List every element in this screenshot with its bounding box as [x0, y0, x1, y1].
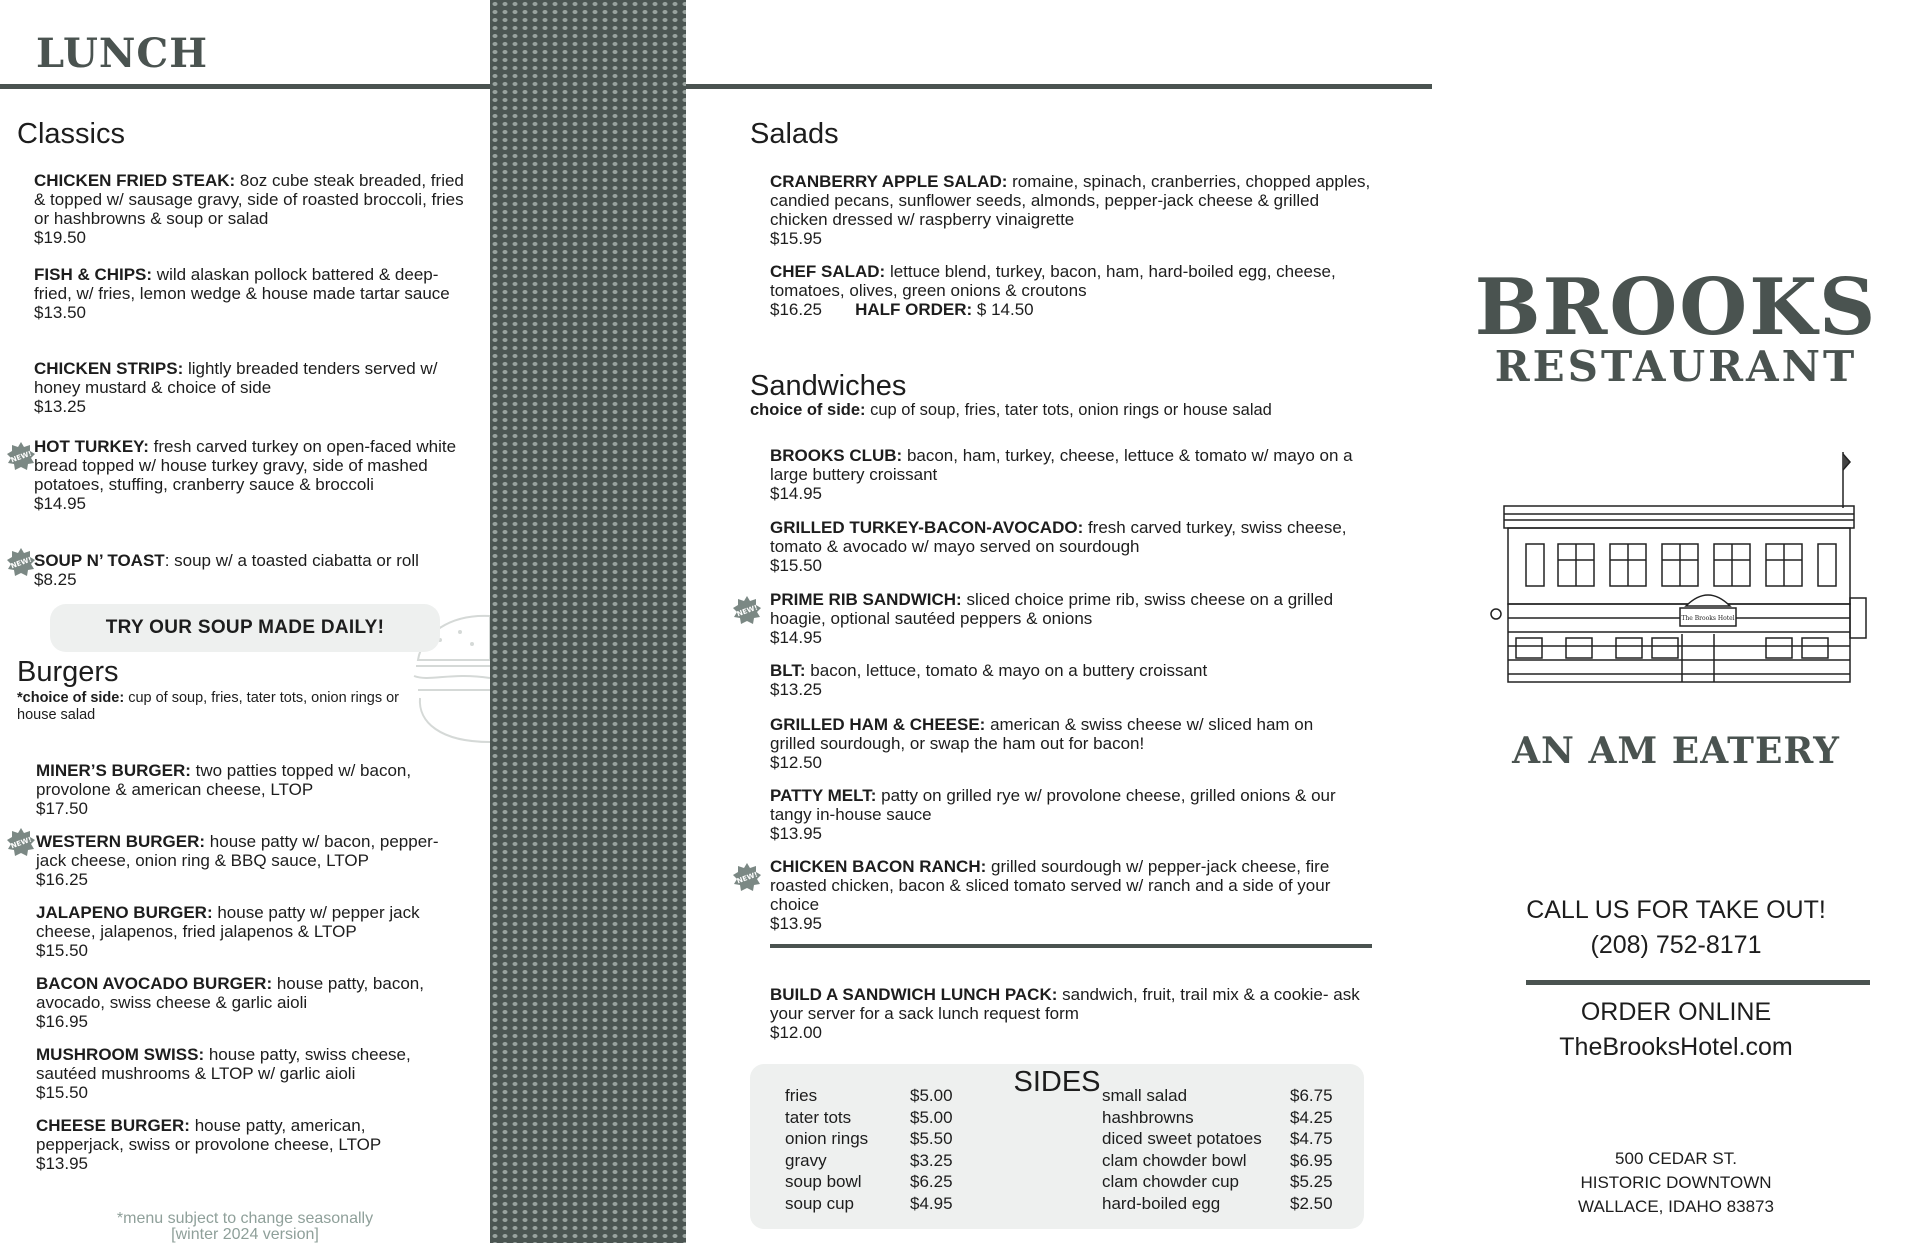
side-price: $5.50	[910, 1129, 953, 1148]
lunch-pack-divider	[770, 944, 1372, 948]
item-desc: sliced choice prime rib, swiss cheese on a grilled hoagie, optional sautéed peppers & onions	[770, 590, 1334, 628]
item-price: $13.25	[34, 397, 86, 416]
menu-item-chicken-strips	[34, 359, 464, 416]
classics-heading: Classics	[17, 118, 125, 150]
burgers-side-choice	[17, 690, 417, 724]
right-column	[1432, 0, 1920, 1243]
item-desc: house patty, bacon, avocado, swiss cheese & garlic aioli	[36, 974, 424, 1012]
item-name: CHEESE BURGER:	[36, 1116, 190, 1135]
item-name: GRILLED HAM & CHEESE:	[770, 715, 986, 734]
item-desc: house patty, american, pepperjack, swiss or provolone cheese, LTOP	[36, 1116, 382, 1154]
side-name: onion rings	[785, 1129, 869, 1148]
new-badge-icon	[732, 862, 762, 892]
item-name: MUSHROOM SWISS:	[36, 1045, 205, 1064]
side-name: clam chowder bowl	[1102, 1150, 1247, 1170]
takeout-callout	[1432, 893, 1920, 963]
item-price: $14.95	[34, 494, 86, 513]
menu-item-grilled-turkey-bacon-avocado	[770, 518, 1390, 575]
sides-panel	[750, 1064, 1364, 1229]
item-desc: house patty w/ pepper jack cheese, jalapenos, fried jalapenos & LTOP	[36, 903, 420, 941]
item-price: $12.00	[770, 1023, 822, 1042]
item-price: $16.25	[770, 300, 822, 319]
side-name: small salad	[1102, 1086, 1188, 1105]
item-price: $13.95	[36, 1154, 88, 1173]
new-badge-icon	[6, 547, 36, 577]
item-name: JALAPENO BURGER:	[36, 903, 213, 922]
contact-divider	[1526, 980, 1870, 985]
item-desc: lightly breaded tenders served w/ honey mustard & choice of side	[34, 359, 438, 397]
side-name: soup bowl	[785, 1172, 862, 1191]
brand-subtitle: RESTAURANT	[1494, 342, 1858, 391]
item-desc: two patties topped w/ bacon, provolone & american cheese, LTOP	[36, 761, 412, 799]
side-price: $4.75	[1290, 1129, 1333, 1148]
half-order-label: HALF ORDER:	[855, 300, 973, 319]
menu-item-fish-chips	[34, 265, 454, 322]
item-desc: house patty, swiss cheese, sautéed mushrooms & LTOP w/ garlic aioli	[36, 1045, 411, 1083]
sides-heading: SIDES	[1013, 1066, 1101, 1098]
website-link[interactable]: TheBrooksHotel.com	[1559, 1033, 1793, 1061]
item-name: FISH & CHIPS:	[34, 265, 153, 284]
sandwiches-side-choice	[750, 402, 1390, 419]
item-desc: grilled sourdough w/ pepper-jack cheese, fire roasted chicken, bacon & sliced tomato served w/ ranch and a side of your choice	[770, 857, 1331, 914]
side-name: tater tots	[785, 1107, 852, 1127]
item-name: BROOKS CLUB:	[770, 446, 903, 465]
order-text: ORDER ONLINE	[1580, 998, 1772, 1026]
seasonal-note	[60, 1211, 430, 1243]
item-desc: fresh carved turkey, swiss cheese, tomato & avocado w/ mayo served on sourdough	[770, 518, 1347, 556]
item-desc: lettuce blend, turkey, bacon, ham, hard-boiled egg, cheese, tomatoes, olives, green onions & croutons	[770, 262, 1336, 300]
item-name: CHICKEN BACON RANCH:	[770, 857, 987, 876]
page-title: LUNCH	[36, 30, 209, 77]
new-badge-icon	[6, 441, 36, 471]
sandwiches-heading: Sandwiches	[750, 370, 907, 402]
menu-item-hot-turkey	[34, 437, 466, 513]
menu-item-chef-salad	[770, 262, 1350, 319]
item-desc: bacon, ham, turkey, cheese, lettuce & tomato w/ mayo on a large buttery croissant	[770, 446, 1353, 484]
item-price: $15.50	[36, 941, 88, 960]
item-name: PRIME RIB SANDWICH:	[770, 590, 962, 609]
item-desc: patty on grilled rye w/ provolone cheese, grilled onions & our tangy in-house sauce	[770, 786, 1336, 824]
salads-heading: Salads	[750, 118, 839, 150]
badge-text: NEW!	[9, 835, 33, 851]
header-rule	[686, 84, 1432, 89]
note-line-1: *menu subject to change seasonally	[116, 1210, 374, 1227]
item-name: HOT TURKEY:	[34, 437, 149, 456]
menu-item-blt	[770, 661, 1390, 699]
item-price: $12.50	[770, 753, 822, 772]
note-line-2: [winter 2024 version]	[171, 1226, 319, 1243]
phone-number[interactable]: (208) 752-8171	[1590, 931, 1762, 959]
side-price: $2.50	[1290, 1193, 1333, 1213]
side-price: $4.95	[910, 1193, 953, 1213]
menu-item-grilled-ham-cheese	[770, 715, 1360, 772]
side-price: $4.25	[1290, 1107, 1333, 1127]
item-name: GRILLED TURKEY-BACON-AVOCADO:	[770, 518, 1084, 537]
new-badge-icon	[6, 827, 36, 857]
left-column	[0, 0, 490, 1243]
item-name: CHEF SALAD:	[770, 262, 886, 281]
item-desc: : soup w/ a toasted ciabatta or roll	[164, 551, 419, 570]
item-price: $16.95	[36, 1012, 88, 1031]
item-name: PATTY MELT:	[770, 786, 877, 805]
menu-item-chicken-bacon-ranch	[770, 857, 1380, 933]
menu-item-miners-burger	[36, 761, 456, 818]
side-name: hashbrowns	[1102, 1107, 1194, 1127]
brand-tagline: AN AM EATERY	[1512, 730, 1840, 772]
menu-item-jalapeno-burger	[36, 903, 456, 960]
menu-item-chicken-fried-steak	[34, 171, 464, 247]
item-price: $13.50	[34, 303, 86, 322]
choice-label: *choice of side:	[17, 690, 125, 706]
badge-text: NEW!	[9, 555, 33, 571]
address-line-2: HISTORIC DOWNTOWN	[1580, 1173, 1772, 1192]
menu-item-lunch-pack	[770, 985, 1380, 1042]
menu-item-soup-n-toast	[34, 551, 474, 589]
item-price: $13.95	[770, 914, 822, 933]
side-name: fries	[785, 1086, 818, 1105]
choice-text: cup of soup, fries, tater tots, onion rings or house salad	[865, 401, 1272, 419]
hotel-sign-text: The Brooks Hotel	[1681, 615, 1735, 622]
side-price: $6.95	[1290, 1150, 1333, 1170]
decorative-pattern-strip	[490, 0, 686, 1243]
side-price: $5.00	[910, 1107, 953, 1127]
order-online-callout	[1432, 995, 1920, 1065]
new-badge-icon	[732, 595, 762, 625]
address-block	[1432, 1147, 1920, 1219]
item-price: $15.50	[36, 1083, 88, 1102]
item-name: CHICKEN STRIPS:	[34, 359, 184, 378]
item-name: MINER’S BURGER:	[36, 761, 191, 780]
menu-item-western-burger	[36, 832, 466, 889]
soup-banner: TRY OUR SOUP MADE DAILY!	[50, 604, 440, 652]
side-name: diced sweet potatoes	[1102, 1129, 1262, 1148]
menu-item-cheese-burger	[36, 1116, 436, 1173]
item-name: CRANBERRY APPLE SALAD:	[770, 172, 1008, 191]
item-name: BLT:	[770, 661, 806, 680]
menu-item-brooks-club	[770, 446, 1390, 503]
item-desc: wild alaskan pollock battered & deep-fried, w/ fries, lemon wedge & house made tartar sauce	[34, 265, 450, 303]
side-name: soup cup	[785, 1193, 854, 1213]
side-name: clam chowder cup	[1102, 1172, 1240, 1191]
item-price: $19.50	[34, 228, 86, 247]
item-name: WESTERN BURGER:	[36, 832, 206, 851]
menu-item-prime-rib-sandwich	[770, 590, 1390, 647]
sides-left-names	[785, 1085, 915, 1214]
item-name: CHICKEN FRIED STEAK:	[34, 171, 236, 190]
menu-item-patty-melt	[770, 786, 1370, 843]
menu-item-mushroom-swiss	[36, 1045, 456, 1102]
address-line-3: WALLACE, IDAHO 83873	[1578, 1197, 1774, 1216]
item-desc: house patty w/ bacon, pepper-jack cheese, onion ring & BBQ sauce, LTOP	[36, 832, 439, 870]
item-price: $17.50	[36, 799, 88, 818]
hotel-building-illustration-icon	[1486, 448, 1876, 688]
item-price: $14.95	[770, 484, 822, 503]
item-price: $15.95	[770, 229, 822, 248]
middle-column	[686, 0, 1432, 1243]
side-price: $3.25	[910, 1150, 953, 1170]
badge-text: NEW!	[9, 449, 33, 465]
item-desc: 8oz cube steak breaded, fried & topped w/ sausage gravy, side of roasted broccoli, fries or hashbrowns & soup or salad	[34, 171, 464, 228]
side-price: $5.25	[1290, 1172, 1333, 1191]
choice-text: cup of soup, fries, tater tots, onion rings or house salad	[17, 690, 400, 723]
item-price: $15.50	[770, 556, 822, 575]
menu-item-cranberry-apple-salad	[770, 172, 1380, 248]
item-price: $13.25	[770, 680, 822, 699]
badge-text: NEW!	[735, 603, 759, 619]
header-rule	[0, 84, 490, 89]
call-text: CALL US FOR TAKE OUT!	[1526, 896, 1826, 924]
item-price: $13.95	[770, 824, 822, 843]
item-price: $14.95	[770, 628, 822, 647]
item-desc: sandwich, fruit, trail mix & a cookie- ask your server for a sack lunch request form	[770, 985, 1360, 1023]
item-name: BUILD A SANDWICH LUNCH PACK:	[770, 985, 1058, 1004]
item-name: SOUP N’ TOAST	[34, 551, 165, 570]
side-name: gravy	[785, 1150, 827, 1170]
item-desc: american & swiss cheese w/ sliced ham on grilled sourdough, or swap the ham out for bacon!	[770, 715, 1314, 753]
side-price: $6.25	[910, 1172, 953, 1191]
item-price-line	[770, 300, 1350, 319]
sides-left-prices	[910, 1085, 980, 1214]
item-desc: fresh carved turkey on open-faced white bread topped w/ house turkey gravy, side of mashed potatoes, stuffing, cranberry sauce & broccoli	[34, 437, 457, 494]
half-order-price: $ 14.50	[972, 300, 1034, 319]
item-price: $16.25	[36, 870, 88, 889]
side-price: $5.00	[910, 1086, 953, 1105]
item-desc: bacon, lettuce, tomato & mayo on a buttery croissant	[805, 661, 1208, 680]
burgers-heading: Burgers	[17, 656, 119, 688]
choice-label: choice of side:	[750, 401, 866, 419]
item-price: $8.25	[34, 570, 77, 589]
badge-text: NEW!	[735, 870, 759, 886]
side-price: $6.75	[1290, 1086, 1333, 1105]
menu-item-bacon-avocado-burger	[36, 974, 456, 1031]
address-line-1: 500 CEDAR ST.	[1615, 1149, 1737, 1168]
side-name: hard-boiled egg	[1102, 1193, 1221, 1213]
item-desc: romaine, spinach, cranberries, chopped apples, candied pecans, sunflower seeds, almonds, pepper-jack cheese & grilled chicken dressed w/ raspberry vinaigrette	[770, 172, 1371, 229]
brand-name: BROOKS	[1474, 262, 1878, 353]
sides-right-prices	[1290, 1085, 1360, 1214]
item-name: BACON AVOCADO BURGER:	[36, 974, 273, 993]
sides-right-names	[1102, 1085, 1302, 1214]
